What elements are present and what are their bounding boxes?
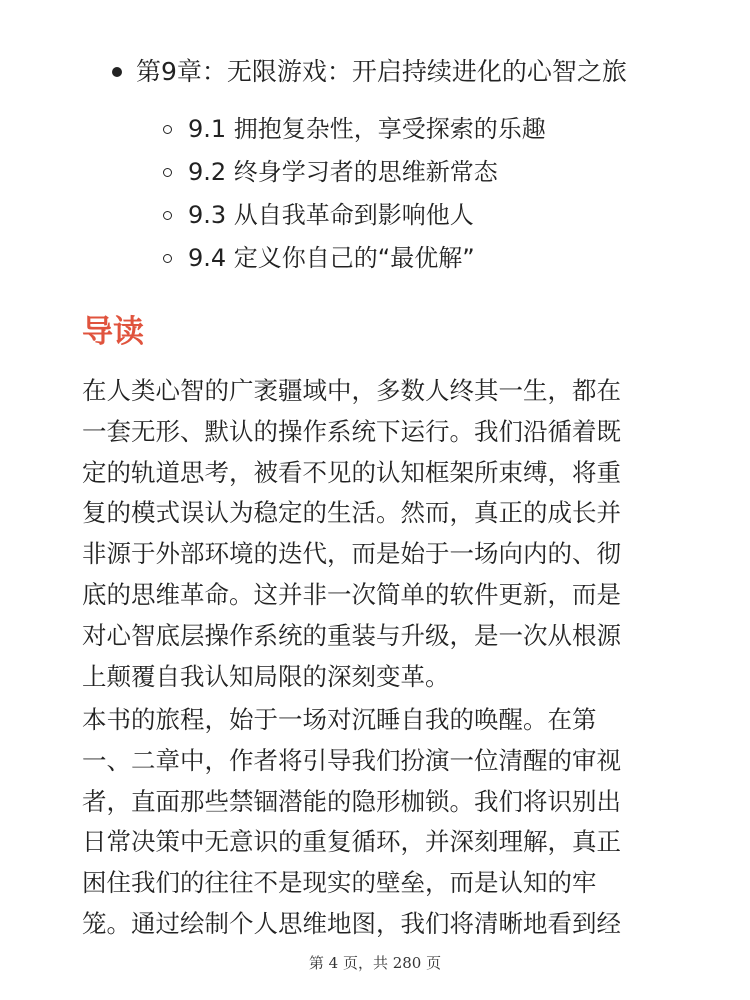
paragraph-line: 定的轨道思考，被看不见的认知框架所束缚，将重 [82,457,621,487]
paragraph-line: 困住我们的往往不是现实的壁垒，而是认知的牢 [82,868,597,898]
paragraph-line: 一套无形、默认的操作系统下运行。我们沿循着既 [82,416,621,446]
paragraph-line: 复的模式误认为稳定的生活。然而，真正的成长并 [82,498,621,528]
section-heading: 导读 [82,314,144,350]
bullet-circle-icon [163,168,172,177]
paragraph-line: 对心智底层操作系统的重装与升级，是一次从根源 [82,620,621,650]
paragraph-line: 底的思维革命。这并非一次简单的软件更新，而是 [82,579,621,609]
paragraph-line: 日常决策中无意识的重复循环，并深刻理解，真正 [82,827,621,857]
paragraph-line: 笼。通过绘制个人思维地图，我们将清晰地看到经 [82,908,621,938]
paragraph-line: 一、二章中，作者将引导我们扮演一位清醒的审视 [82,745,621,775]
paragraph-line: 上颠覆自我认知局限的深刻变革。 [82,661,450,691]
toc-section-item [163,154,498,190]
toc-section-item [163,240,475,276]
intro-paragraph-1 [82,371,672,697]
bullet-circle-icon [163,211,172,220]
toc-section-title: 9.2 终身学习者的思维新常态 [188,158,498,186]
toc-section-item [163,111,546,147]
toc-chapter-title: 第9章：无限游戏：开启持续进化的心智之旅 [136,57,627,86]
page-number-footer: 第 4 页，共 280 页 [308,954,442,972]
bullet-circle-icon [163,254,172,263]
toc-section-title: 9.4 定义你自己的“最优解” [188,244,475,272]
intro-paragraph-2 [82,700,672,945]
paragraph-line: 在人类心智的广袤疆域中，多数人终其一生，都在 [82,376,621,405]
paragraph-line: 非源于外部环境的迭代，而是始于一场向内的、彻 [82,539,621,569]
toc-section-item [163,197,474,233]
paragraph-line: 者，直面那些禁锢潜能的隐形枷锁。我们将识别出 [82,786,621,816]
bullet-circle-icon [163,125,172,134]
paragraph-line: 本书的旅程，始于一场对沉睡自我的唤醒。在第 [82,705,597,734]
toc-section-title: 9.3 从自我革命到影响他人 [188,201,474,229]
toc-section-title: 9.1 拥抱复杂性，享受探索的乐趣 [188,115,546,143]
bullet-disc-icon [112,67,122,77]
